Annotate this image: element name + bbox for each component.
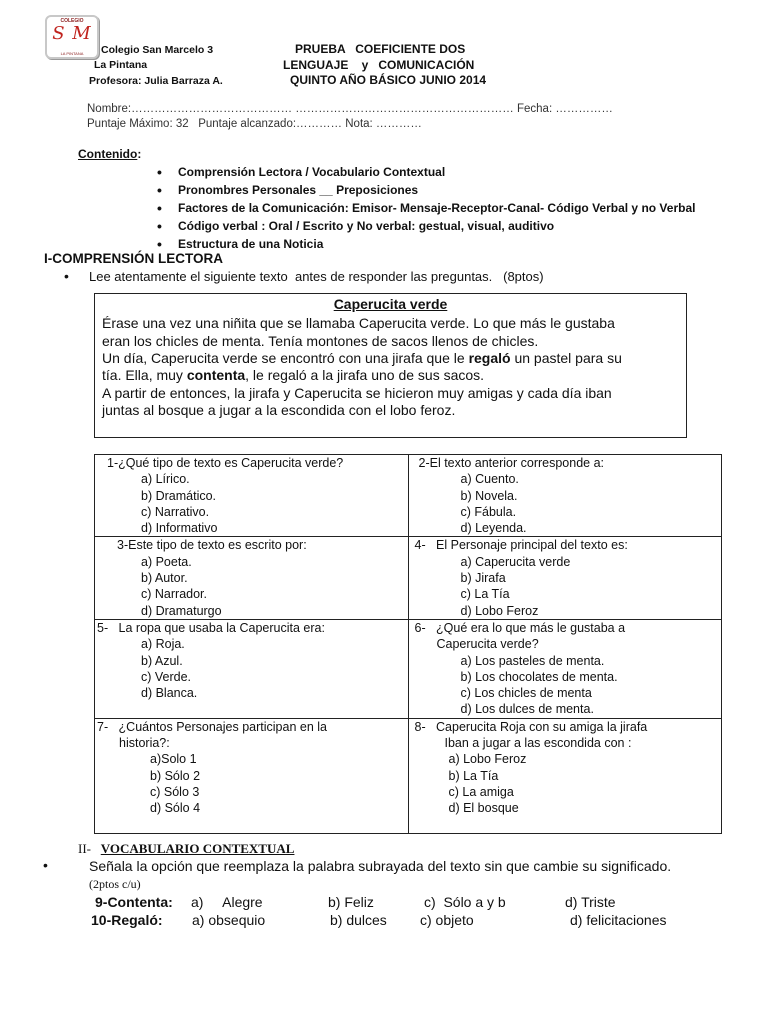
answer-option[interactable]: c) Los chicles de menta — [460, 686, 592, 701]
story-keyword: contenta — [186, 367, 246, 383]
answer-option[interactable]: a) Lobo Feroz — [448, 752, 527, 767]
answer-option[interactable]: d) El bosque — [448, 801, 519, 816]
answer-option[interactable]: c) Fábula. — [460, 504, 517, 519]
score-field[interactable]: Puntaje Máximo: 32 Puntaje alcanzado:………… Nota: ………… — [87, 118, 422, 130]
answer-option[interactable]: d) Blanca. — [141, 686, 198, 701]
logo-top-text: COLEGIO — [60, 18, 84, 24]
question-title: 1-¿Qué tipo de texto es Caperucita verde? — [107, 456, 344, 470]
answer-option[interactable]: b) Azul. — [141, 653, 183, 668]
story-keyword: regaló — [468, 350, 511, 366]
q10-label: 10-Regaló: — [91, 912, 163, 928]
answer-option[interactable]: d) Dramaturgo — [141, 603, 222, 618]
question-title-continued: Iban a jugar a las escondida con : — [444, 736, 632, 751]
name-date-field[interactable]: Nombre:…………………………………… ………………………………………………… Fecha: …………… — [87, 103, 613, 115]
question-cell — [95, 718, 409, 833]
story-title: Caperucita verde — [333, 296, 448, 312]
answer-option[interactable]: d) Leyenda. — [460, 521, 527, 536]
question-title: 2-El texto anterior corresponde a: — [418, 456, 605, 470]
contents-item: • Estructura de una Noticia — [157, 235, 695, 253]
logo-letters: S M — [52, 23, 92, 44]
answer-option[interactable]: c) La Tía — [460, 587, 510, 602]
question-title-continued: historia?: — [119, 736, 170, 751]
question-cell — [95, 619, 409, 718]
question-cell — [95, 455, 409, 537]
section2-points: (2ptos c/u) — [89, 877, 141, 891]
section2-prefix: II- — [78, 841, 91, 856]
q9-option[interactable]: b) Feliz — [328, 894, 374, 910]
story-text: Un día, Caperucita verde se encontró con una jirafa que le — [102, 350, 469, 366]
contents-item: • Comprensión Lectora / Vocabulario Contextual — [157, 163, 695, 181]
answer-option[interactable]: a) Lírico. — [141, 472, 190, 487]
answer-option[interactable]: a)Solo 1 — [150, 752, 197, 767]
story-line — [102, 367, 484, 383]
section2-instruction: Señala la opción que reemplaza la palabra subrayada del texto sin que cambie su significado. — [89, 858, 672, 874]
school-logo — [45, 15, 99, 59]
question-cell — [408, 455, 722, 537]
answer-option[interactable]: c) Narrativo. — [141, 504, 210, 519]
q9-option[interactable]: d) Triste — [565, 894, 616, 910]
contents-list — [157, 163, 695, 253]
section2-heading — [78, 841, 294, 857]
contents-heading — [78, 147, 141, 161]
q9-option[interactable]: a) Alegre — [191, 894, 263, 910]
q9-option[interactable]: c) Sólo a y b — [424, 894, 506, 910]
q9-label: 9-Contenta: — [95, 894, 173, 910]
answer-option[interactable]: b) La Tía — [448, 768, 499, 783]
logo-bottom-text: LA PINTANA — [60, 51, 84, 56]
answer-option[interactable]: d) Sólo 4 — [150, 801, 201, 816]
story-line: eran los chicles de menta. Tenía montones de sacos llenos de chicles. — [102, 333, 539, 349]
contents-colon: : — [137, 147, 142, 161]
story-text: un pastel para su — [510, 350, 622, 366]
school-commune: La Pintana — [94, 59, 148, 71]
story-line: A partir de entonces, la jirafa y Caperucita se hicieron muy amigas y cada día iban — [102, 385, 612, 401]
question-cell — [408, 537, 722, 619]
answer-option[interactable]: b) Dramático. — [141, 488, 217, 503]
answer-option[interactable]: a) Poeta. — [141, 554, 192, 569]
q10-option[interactable]: d) felicitaciones — [570, 912, 667, 928]
question-cell — [408, 718, 722, 833]
contents-item: • Pronombres Personales __ Preposiciones — [157, 181, 695, 199]
answer-option[interactable]: b) Novela. — [460, 488, 518, 503]
question-cell — [95, 537, 409, 619]
answer-option[interactable]: b) Autor. — [141, 571, 188, 586]
answer-option[interactable]: a) Roja. — [141, 637, 185, 652]
question-cell — [408, 619, 722, 718]
question-title: 6- ¿Qué era lo que más le gustaba a — [414, 620, 626, 635]
answer-option[interactable]: b) Los chocolates de menta. — [460, 669, 618, 684]
story-text: tía. Ella, muy — [102, 367, 187, 383]
answer-option[interactable]: a) Caperucita verde — [460, 554, 571, 569]
school-name: Colegio San Marcelo 3 — [101, 44, 214, 56]
answer-option[interactable]: a) Cuento. — [460, 472, 519, 487]
section2-title: VOCABULARIO CONTEXTUAL — [100, 841, 295, 856]
bullet-icon: • — [64, 268, 69, 284]
answer-option[interactable]: d) Los dulces de menta. — [460, 702, 594, 717]
answer-option[interactable]: b) Jirafa — [460, 571, 506, 586]
contents-item: • Factores de la Comunicación: Emisor- Mensaje-Receptor-Canal- Código Verbal y no Verbal — [157, 199, 695, 217]
question-title-continued: Caperucita verde? — [436, 637, 539, 652]
section1-heading: I-COMPRENSIÓN LECTORA — [44, 251, 224, 266]
answer-option[interactable]: c) La amiga — [448, 784, 514, 799]
question-title: 3-Este tipo de texto es escrito por: — [117, 538, 307, 553]
story-text: , le regaló a la jirafa uno de sus sacos. — [245, 367, 485, 383]
story-line: Érase una vez una niñita que se llamaba Caperucita verde. Lo que más le gustaba — [102, 315, 615, 331]
exam-grade-date: QUINTO AÑO BÁSICO JUNIO 2014 — [290, 73, 487, 87]
exam-subject: LENGUAJE y COMUNICACIÓN — [283, 58, 475, 72]
answer-option[interactable]: b) Sólo 2 — [150, 768, 201, 783]
section1-instruction: Lee atentamente el siguiente texto antes de responder las preguntas. (8ptos) — [89, 269, 544, 284]
story-line — [102, 350, 622, 366]
answer-option[interactable]: d) Lobo Feroz — [460, 603, 539, 618]
answer-option[interactable]: a) Los pasteles de menta. — [460, 653, 605, 668]
q10-option[interactable]: a) obsequio — [192, 912, 266, 928]
question-title: 7- ¿Cuántos Personajes participan en la — [97, 719, 327, 734]
contents-label: Contenido — [78, 147, 138, 161]
q10-option[interactable]: b) dulces — [330, 912, 387, 928]
question-title: 5- La ropa que usaba la Caperucita era: — [97, 620, 325, 635]
answer-option[interactable]: c) Verde. — [141, 669, 192, 684]
exam-title: PRUEBA COEFICIENTE DOS — [295, 42, 466, 56]
story-box — [94, 293, 687, 438]
answer-option[interactable]: d) Informativo — [141, 521, 218, 536]
q10-option[interactable]: c) objeto — [420, 912, 474, 928]
story-line: juntas al bosque a jugar a la escondida con el lobo feroz. — [102, 402, 456, 418]
teacher-name: Profesora: Julia Barraza A. — [89, 75, 223, 87]
answer-option[interactable]: c) Sólo 3 — [150, 784, 200, 799]
question-title: 8- Caperucita Roja con su amiga la jirafa — [414, 719, 648, 734]
question-title: 4- El Personaje principal del texto es: — [414, 538, 628, 553]
contents-item: • Código verbal : Oral / Escrito y No verbal: gestual, visual, auditivo — [157, 217, 695, 235]
bullet-icon: • — [43, 857, 48, 873]
answer-option[interactable]: c) Narrador. — [141, 587, 207, 602]
questions-table — [94, 454, 722, 834]
